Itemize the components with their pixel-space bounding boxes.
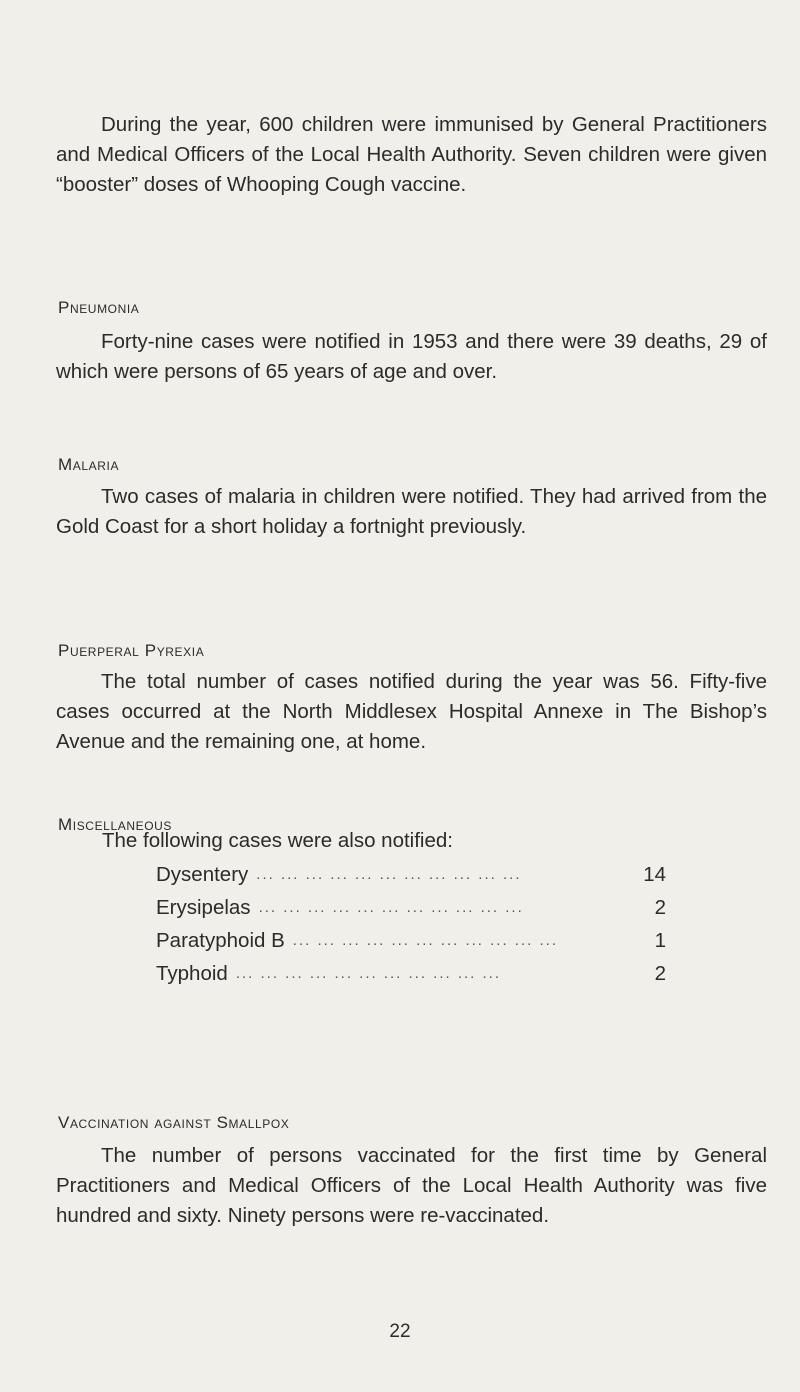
miscellaneous-heading: Miscellaneous [58,815,172,834]
vaccination-paragraph: The number of persons vaccinated for the first time by General Practitioners and Medical Officers of the Local Health Authority was five hundred and sixty. Ninety persons were re-vaccinated. [56,1144,767,1227]
leader-dots: ... ... ... ... ... ... ... ... ... ... ... [256,866,522,883]
pneumonia-heading: Pneumonia [58,298,140,317]
intro-paragraph: During the year, 600 children were immunised by General Practitioners and Medical Officers of the Local Health Authority. Seven children were given “booster” doses of Whooping Cough vaccine. [56,113,767,196]
malaria-heading: Malaria [58,455,120,474]
leader-dots: ... ... ... ... ... ... ... ... ... ... ... [235,965,502,982]
case-row-dysentery [156,858,666,891]
page-number: 22 [389,1321,411,1342]
case-name: Typhoid [156,961,228,985]
vaccination-heading: Vaccination against Smallpox [58,1113,290,1132]
case-count: 1 [654,928,666,952]
puerperal-pyrexia-heading: Puerperal Pyrexia [58,641,205,660]
cases-list [156,858,666,990]
case-name: Erysipelas [156,895,251,919]
case-name: Paratyphoid B [156,928,285,952]
malaria-paragraph: Two cases of malaria in children were notified. They had arrived from the Gold Coast for a short holiday a fortnight previously. [56,485,767,538]
case-row-typhoid [156,957,666,990]
puerperal-pyrexia-paragraph: The total number of cases notified during the year was 56. Fifty-five cases occurred at the North Middlesex Hospital Annexe in The Bishop’s Avenue and the remaining one, at home. [56,670,767,753]
case-name: Dysentery [156,862,249,886]
miscellaneous-intro: The following cases were also notified: [102,829,453,852]
pneumonia-paragraph: Forty-nine cases were notified in 1953 and there were 39 deaths, 29 of which were persons of 65 years of age and over. [56,330,767,383]
case-count: 2 [654,961,666,985]
leader-dots: ... ... ... ... ... ... ... ... ... ... ... [258,899,524,916]
case-count: 2 [654,895,666,919]
case-row-paratyphoid-b [156,924,666,957]
case-row-erysipelas [156,891,666,924]
case-count: 14 [643,862,666,886]
leader-dots: ... ... ... ... ... ... ... ... ... ... ... [292,932,558,949]
